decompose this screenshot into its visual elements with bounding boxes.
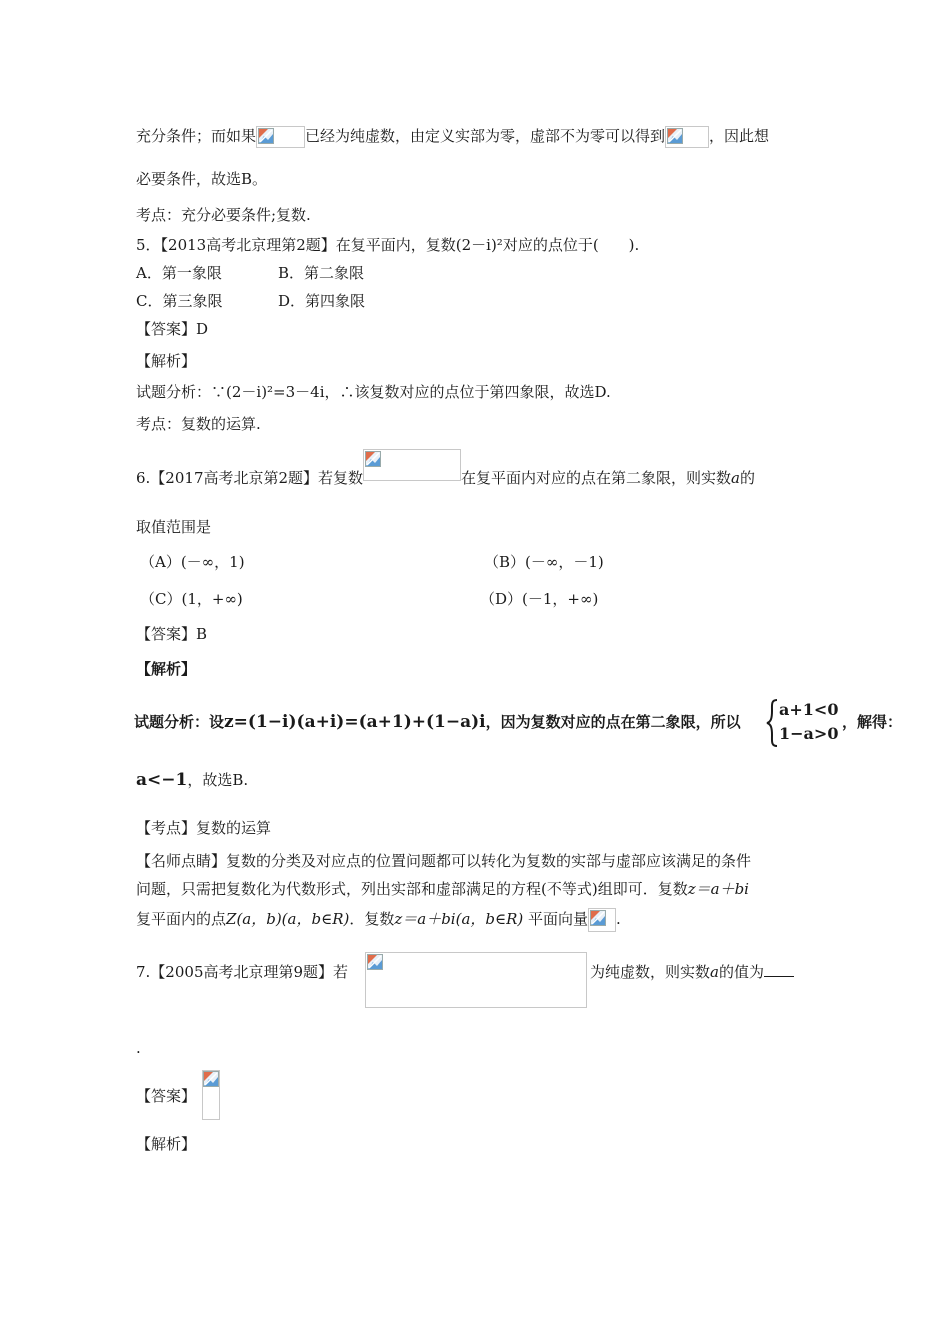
text-line-1: 充分条件；而如果 已经为纯虚数，由定义实部为零，虚部不为零可以得到 ，因此想 (136, 126, 769, 148)
text-line-2: 必要条件，故选B。 (136, 170, 268, 188)
formula-image-2 (665, 126, 709, 148)
q6-mingshi-2: 问题，只需把复数化为代数形式，列出实部和虚部满足的方程(不等式)组即可．复数z＝a＋bi (136, 880, 749, 898)
q5-answer: 【答案】D (136, 320, 209, 338)
broken-image-icon (365, 451, 381, 467)
broken-image-icon (667, 128, 683, 144)
q6-formula: z=(1−i)(a+i)=(a+1)+(1−a)i (224, 712, 486, 732)
q5-option-d: D．第四象限 (278, 292, 366, 310)
formula-image-4 (588, 908, 616, 932)
formula-image-5 (365, 952, 587, 1008)
q7-answer: 【答案】 (136, 1087, 197, 1105)
q6-kaodian: 【考点】复数的运算 (136, 819, 272, 837)
q6-jiexi: 【解析】 (136, 660, 197, 678)
formula-image-1 (256, 126, 305, 148)
q6-option-a: （A）(－∞，1) (140, 553, 245, 571)
q7-dot: . (136, 1039, 141, 1057)
q6-answer: 【答案】B (136, 625, 208, 643)
left-brace-icon (765, 699, 779, 747)
q6-mingshi-1: 【名师点睛】复数的分类及对应点的位置问题都可以转化为复数的实部与虚部应该满足的条件 (136, 852, 752, 870)
broken-image-icon (258, 128, 274, 144)
q6-option-b: （B）(－∞，－1) (484, 553, 604, 571)
q6-option-d: （D）(－1，+∞) (480, 590, 599, 608)
q6-option-c: （C）(1，+∞) (140, 590, 243, 608)
q5-stem: 5．【2013高考北京理第2题】在复平面内，复数(2－i)²对应的点位于( ). (136, 236, 640, 254)
q6-stem-2: 取值范围是 (136, 518, 212, 536)
broken-image-icon (203, 1071, 219, 1087)
q7-stem-part-b: 为纯虚数，则实数a的值为 (590, 962, 794, 982)
formula-image-6 (202, 1070, 220, 1120)
broken-image-icon (590, 910, 606, 926)
q6-mingshi-3: 复平面内的点Z(a，b)(a，b∈R)．复数z＝a＋bi(a，b∈R) 平面向量 . (136, 908, 621, 932)
inequality-1: a+1<0 (779, 700, 839, 719)
inequality-2: 1−a>0 (779, 724, 839, 743)
q5-option-c: C．第三象限 (136, 292, 223, 310)
q5-option-a: A．第一象限 (136, 264, 222, 282)
q6-analysis: 试题分析：设z=(1−i)(a+i)=(a+1)+(1−a)i，因为复数对应的点在第二象限，所以 (134, 712, 741, 732)
q6-result: a<−1，故选B. (136, 770, 249, 790)
q5-jiexi: 【解析】 (136, 352, 197, 370)
kaodian-1: 考点：充分必要条件;复数. (136, 206, 311, 224)
q7-stem-part-a: 7.【2005高考北京理第9题】若 (136, 963, 349, 981)
q5-option-b: B．第二象限 (278, 264, 365, 282)
broken-image-icon (367, 954, 383, 970)
q6-analysis-jiede: ，解得： (842, 713, 903, 731)
formula-image-3 (363, 449, 461, 481)
q6-stem: 6.【2017高考北京第2题】若复数 在复平面内对应的点在第二象限，则实数a的 (136, 449, 755, 481)
q5-analysis: 试题分析：∵(2－i)²=3－4i，∴该复数对应的点位于第四象限，故选D. (136, 383, 611, 401)
answer-blank (764, 962, 794, 977)
q7-jiexi: 【解析】 (136, 1135, 197, 1153)
q5-kaodian: 考点：复数的运算. (136, 415, 261, 433)
